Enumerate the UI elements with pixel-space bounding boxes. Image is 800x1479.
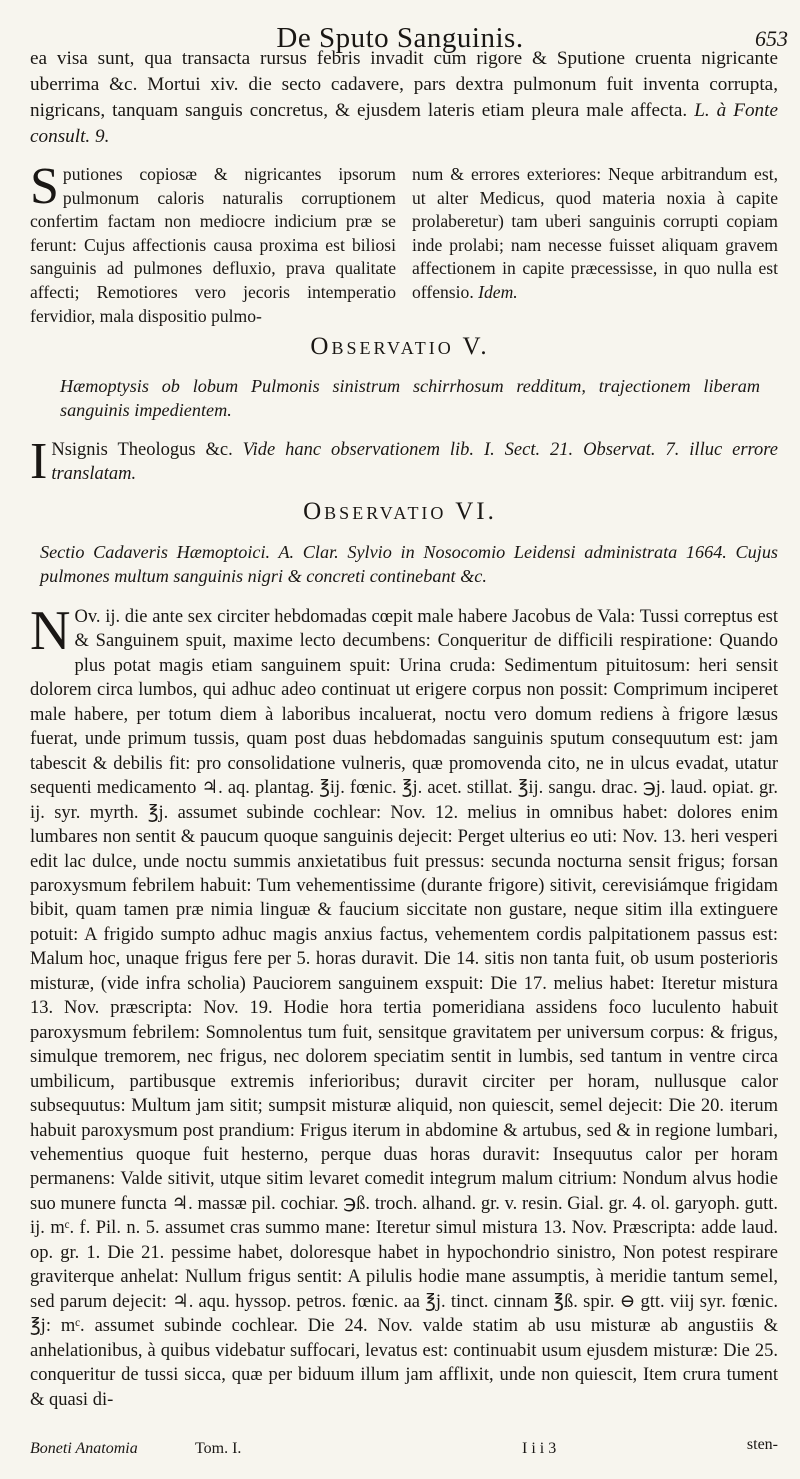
observation-5-body-text: Nsignis Theologus &c. bbox=[51, 440, 233, 460]
opening-citation: L. à Fonte consult. 9. bbox=[30, 100, 778, 147]
observation-5-crossref: Vide hanc observationem lib. I. Sect. 21. Observat. 7. illuc errore translatam. bbox=[51, 440, 779, 484]
observation-5-dropcap: I bbox=[30, 433, 48, 490]
observation-5-body bbox=[30, 433, 779, 490]
scholion-left-column bbox=[30, 158, 396, 328]
observation-6-heading: Observatio VI. bbox=[303, 498, 497, 525]
observation-5-subtitle: Hæmoptysis ob lobum Pulmonis sinistrum schirrhosum redditum, trajectionem liberam sanguinis impedientem. bbox=[60, 376, 760, 420]
footer-running-title: Boneti Anatomia bbox=[30, 1440, 138, 1457]
observation-6-dropcap: N bbox=[30, 600, 71, 662]
scholion-two-columns bbox=[30, 158, 778, 328]
observation-6-body bbox=[30, 600, 778, 1412]
scholion-left-text: putiones copiosæ & nigricantes ipsorum pulmonum caloris naturalis corruptionem confertim factam non mediocre indicium præ se ferunt: Cujus affectionis causa proxima est biliosi sanguinis ad pulmones defluxio, prava qualitate affecti; Remotiores vero jecoris intemperatio fervidior, mala dispositio pulmo- bbox=[30, 164, 396, 326]
observation-6-subtitle: Sectio Cadaveris Hæmoptoici. A. Clar. Sylvio in Nosocomio Leidensi administrata 1664. Cujus pulmones multum sanguinis nigri & concreti continebant &c. bbox=[40, 542, 778, 586]
page-header bbox=[0, 6, 800, 54]
scholion-right-column bbox=[412, 163, 778, 328]
opening-paragraph-text: ea visa sunt, qua transacta rursus febris invadit cum rigore & Sputione cruenta nigricante uberrima &c. Mortui xiv. die secto cadavere, pars dextra pulmonum fuit inventa corrupta, nigricans, tanquam sanguis concretus, & ejusdem lateris etiam pleura male affecta. bbox=[30, 48, 778, 121]
scholion-dropcap: S bbox=[30, 158, 59, 215]
page-footer bbox=[30, 1436, 778, 1464]
scholion-right-text: num & errores exteriores: Neque arbitrandum est, ut alter Medicus, quod materia noxia à capite prolaberetur) tam uberi sanguinis corrupti copiam inde prolabi; nam necesse fuisset aliquam gravem affectionem in capite præcessisse, in quo nulla est offensio. bbox=[412, 164, 778, 302]
footer-catchword: sten- bbox=[746, 1436, 778, 1453]
footer-tome: Tom. I. bbox=[195, 1440, 242, 1457]
opening-paragraph bbox=[30, 46, 778, 150]
page-number: 653 bbox=[755, 26, 788, 51]
observation-5-heading: Observatio V. bbox=[310, 333, 490, 360]
running-head-title: De Sputo Sanguinis. bbox=[276, 22, 524, 54]
scholion-signature: Idem. bbox=[478, 281, 518, 302]
observation-6-body-text: Ov. ij. die ante sex circiter hebdomadas cœpit male habere Jacobus de Vala: Tussi correptus est & Sanguinem spuit, maxime lecto decumbens: Conqueritur de difficili respiratione: Quando plus potat magis etiam sanguinem spuit: Urina cruda: Sedimentum pituitosum: heri sensit dolorem circa lumbos, qui adhuc adeo continuat ut erigere corpus non possit: Comprimum inciperet male habere, per totum diem à laboribus incaluerat, noctu vero domum rediens à frigore læsus fuerat, unde primum tussis, quam post duas hebdomadas sanguinis sputum consequutum est: jam tabescit & debilis fit: pro consolidatione vulneris, quæ promovenda cito, ne in ulcus evadat, utatur sequenti medicamento ♃. aq. plantag. ℥ij. fœnic. ℥j. acet. stillat. ℥ij. sangu. drac. ℈j. laud. opiat. gr. ij. syr. myrth. ℥j. assumet subinde cochlear: Nov. 12. melius in omnibus habet: dolores enim lumbares non sentit & paucum quoque sanguinis dejecit: Perget ulterius eo uti: Nov. 13. heri vesperi edit lac dulce, unde noctu summis anxietatibus fuit pressus: secunda nocturna sensit frigus; forsan paroxysmum febrilem habuit: Tum vehementissime (durante frigore) sitivit, cerevisiámque frigidam bibit, quam tamen præ nimia linguæ & faucium siccitate non gustare, neque sitim illa extinguere potuit: A frigido sumpto adhuc magis anxius factus, vehementem cordis palpitationem passus est: Malum hoc, unaque frigus fere per 5. horas duravit. Die 14. sitis non tanta fuit, ob usum posterioris misturæ, (vide infra scholia) Pauciorem sanguinem exspuit: Die 17. melius habet: Iteretur mistura 13. Nov. præscripta: Nov. 19. Hodie hora tertia pomeridiana assidens foco luculento habuit paroxysmum febrilem: Somnolentus tum fuit, sensitque gravitatem per universum corpus: & frigus, simulque tremorem, nec frigus, nec dolorem speciatim sentit in lumbis, sed tantum in ventre circa umbilicum, partibusque extremis inferioribus; duravit circiter per horam, nullusque calor subsequutus: Multum jam sitit; sumpsit misturæ aliquid, non quiescit, semel dejecit: Die 20. iterum habuit paroxysmum post prandium: Frigus iterum in abdomine & artubus, sed & in regione lumbari, vehementius quoque fuit hesterno, perque duas horas duravit: Insequutus calor per horam permanens: Valde sitivit, utque sitim levaret comedit integrum malum citrium: Nondum alvus hodie suo munere functa ♃. massæ pil. cochiar. ℈ß. troch. alhand. gr. v. resin. Gial. gr. 4. ol. garyoph. gutt. ij. mᶜ. f. Pil. n. 5. assumet cras summo mane: Iteretur simul mistura 13. Nov. Præscripta: adde laud. op. gr. 1. Die 21. pessime habet, doloresque habet in hypochondrio sinistro, Non potest respirare graviterque anhelat: Nullum frigus sentit: A pilulis hodie mane assumptis, à meridie tantum semel, sed parum dejecit: ♃. aqu. hyssop. petros. fœnic. aa ℥j. tinct. cinnam ℥ß. spir. ⊖ gtt. viij syr. fœnic. ℥j: mᶜ. assumet subinde cochlear. Die 24. Nov. valde statim ab usu misturæ ab angustiis & anhelationibus, à quibus videbatur suffocari, levatus est: continuabit usum ejusdem misturæ: Die 25. conqueritur de tussi sicca, quæ per biduum illum jam afflixit, unde non quiescit, Item crura tument & quasi di- bbox=[30, 607, 778, 1410]
footer-signature-mark: I i i 3 bbox=[522, 1440, 557, 1457]
